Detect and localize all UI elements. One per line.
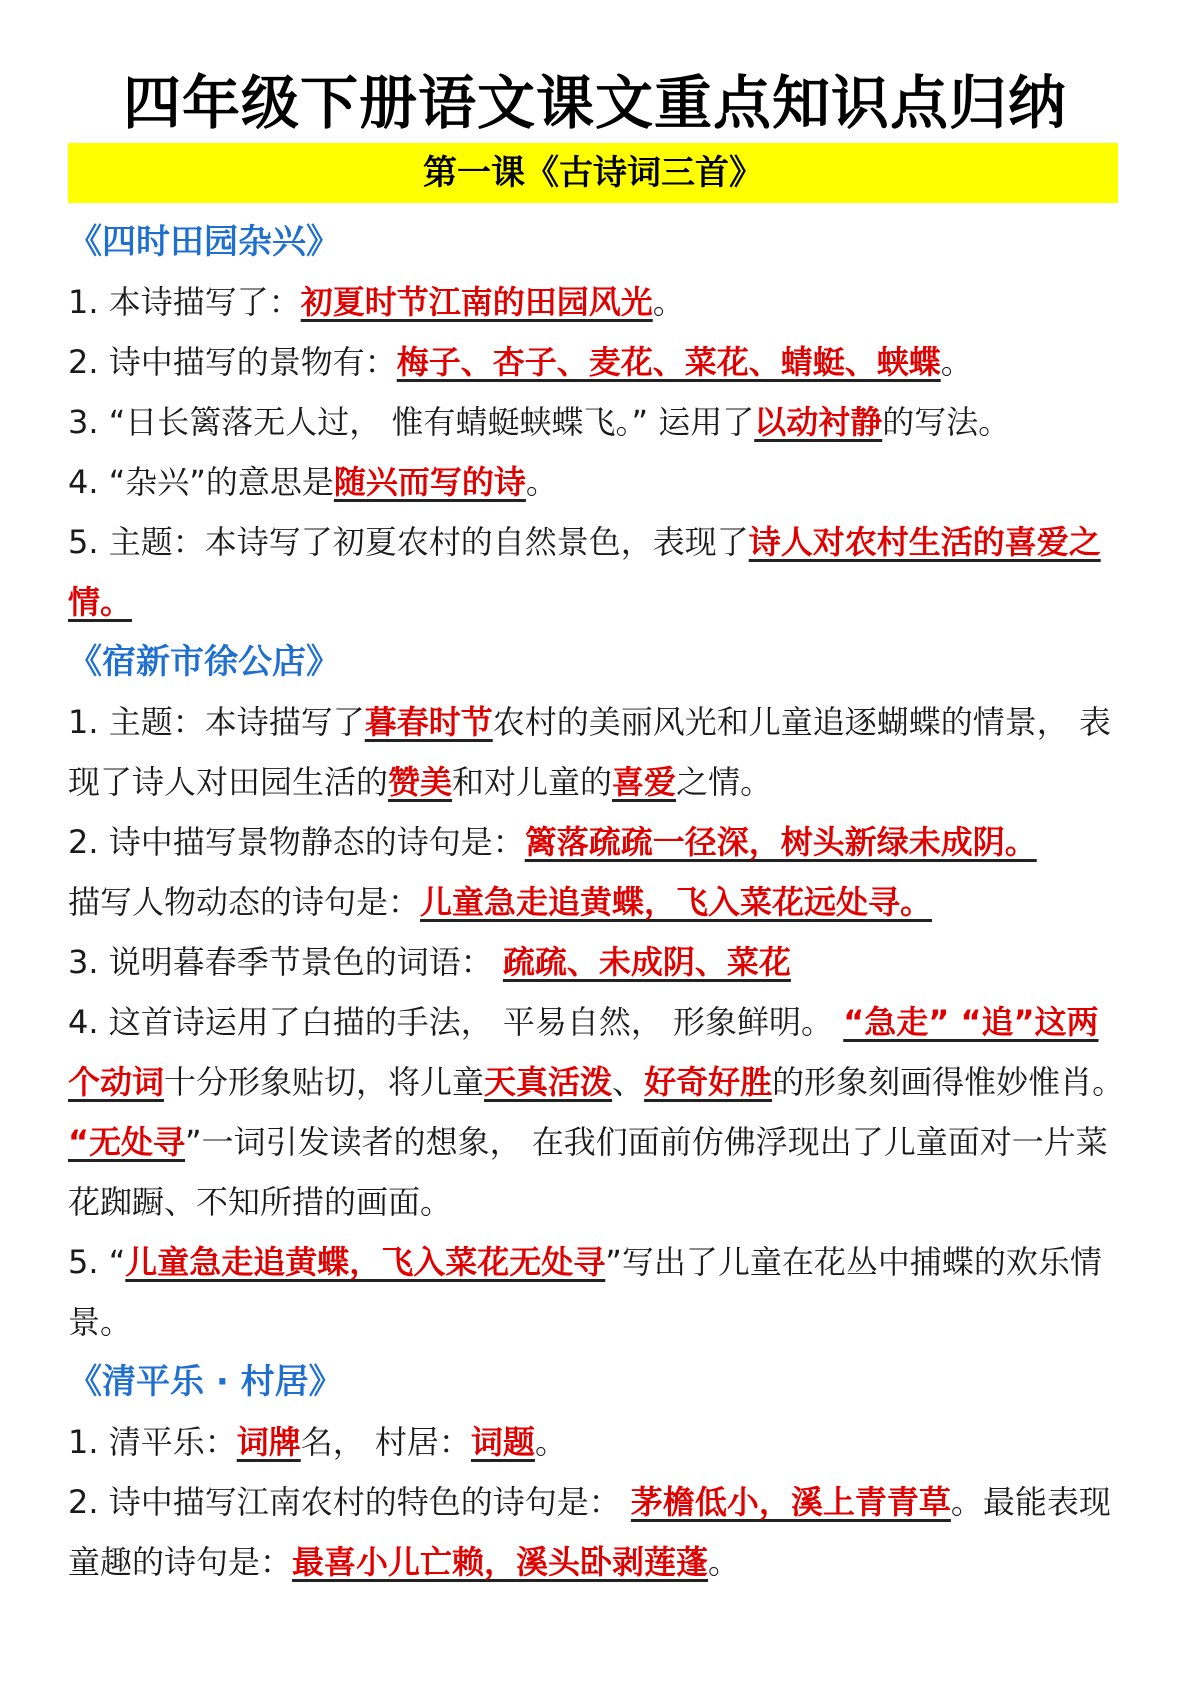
note-item [68, 1472, 1126, 1592]
note-text: 。 [534, 1423, 567, 1461]
note-text: 2. 诗中描写江南农村的特色的诗句是： [68, 1483, 631, 1521]
key-answer: 赞美 [388, 763, 453, 801]
note-text: 2. 诗中描写景物静态的诗句是： [68, 823, 525, 861]
note-text: 农村的美丽风光和儿童追逐蝴蝶的情景， 表现了诗人对田园生活的 [68, 703, 1111, 801]
section-title: 《清平乐 · 村居》 [68, 1362, 343, 1402]
page-title: 四年级下册语文课文重点知识点归纳 [122, 69, 1067, 137]
note-text: ”写出了儿童在花丛中捕蝶的欢乐情景。 [68, 1243, 1102, 1341]
note-text: 5. 主题：本诗写了初夏农村的自然景色，表现了 [68, 523, 749, 561]
key-answer: 词题 [470, 1423, 535, 1461]
key-answer: 篱落疏疏一径深，树头新绿未成阴。 [524, 823, 1037, 861]
section-title: 《宿新市徐公店》 [68, 642, 340, 682]
note-text: 3. “日长篱落无人过， 惟有蜻蜓蛱蝶飞。” 运用了 [68, 403, 755, 441]
key-answer: 词牌 [236, 1423, 301, 1461]
key-answer: 儿童急走追黄蝶，飞入菜花远处寻。 [420, 883, 933, 921]
note-text: 。 [525, 463, 558, 501]
note-text: 十分形象贴切，将儿童 [164, 1063, 485, 1101]
note-item [68, 932, 1126, 992]
note-item [68, 872, 1126, 932]
key-answer: “无处寻 [68, 1123, 186, 1161]
note-text: 3. 说明暮春季节景色的词语： [68, 943, 503, 981]
note-item [68, 1232, 1126, 1352]
key-answer: 诗人对农村生活的喜爱之情。 [68, 523, 1101, 621]
note-text: 。 [940, 343, 973, 381]
section-title: 《四时田园杂兴》 [68, 222, 340, 262]
note-item [68, 332, 1126, 392]
note-text: 的形象刻画得惟妙惟肖。 [772, 1063, 1125, 1101]
note-text: 之情。 [676, 763, 773, 801]
note-text: 1. 主题：本诗描写了 [68, 703, 365, 741]
note-item [68, 1412, 1126, 1472]
note-item [68, 512, 1126, 632]
key-answer: 喜爱 [612, 763, 677, 801]
note-text: 4. “杂兴”的意思是 [68, 463, 334, 501]
key-answer: 天真活泼 [484, 1063, 613, 1101]
note-text: 的写法。 [882, 403, 1011, 441]
key-answer: 暮春时节 [364, 703, 493, 741]
note-text: 和对儿童的 [452, 763, 613, 801]
key-answer: 疏疏、未成阴、菜花 [502, 943, 791, 981]
note-text: 、 [612, 1063, 645, 1101]
key-answer: 梅子、杏子、麦花、菜花、蜻蜓、蛱蝶 [396, 343, 941, 381]
note-text: 2. 诗中描写的景物有： [68, 343, 397, 381]
key-answer: 随兴而写的诗 [333, 463, 526, 501]
key-answer: 儿童急走追黄蝶，飞入菜花无处寻 [125, 1243, 606, 1281]
key-answer: 初夏时节江南的田园风光 [300, 283, 653, 321]
note-item [68, 272, 1126, 332]
key-answer: 最喜小儿亡赖，溪头卧剥莲蓬 [292, 1543, 709, 1581]
key-answer: “急走” “追”这两个动词 [68, 1003, 1099, 1101]
note-text: 1. 清平乐： [68, 1423, 237, 1461]
note-text: 。 [652, 283, 685, 321]
note-text: 描写人物动态的诗句是： [68, 883, 421, 921]
note-text: 4. 这首诗运用了白描的手法， 平易自然， 形象鲜明。 [68, 1003, 844, 1041]
key-answer: 茅檐低小，溪上青青草 [630, 1483, 951, 1521]
note-item [68, 392, 1126, 452]
key-answer: 以动衬静 [754, 403, 883, 441]
note-text: 1. 本诗描写了： [68, 283, 301, 321]
note-item [68, 812, 1126, 872]
note-text: 。 [708, 1543, 741, 1581]
note-text: 。最能表现童趣的诗句是： [68, 1483, 1111, 1581]
note-item [68, 452, 1126, 512]
lesson-banner: 第一课《古诗词三首》 [68, 143, 1118, 203]
note-item [68, 992, 1126, 1232]
key-answer: 好奇好胜 [644, 1063, 773, 1101]
note-text: ”一词引发读者的想象， 在我们面前仿佛浮现出了儿童面对一片菜花踟蹰、不知所措的画面。 [68, 1123, 1108, 1221]
note-item [68, 692, 1126, 812]
note-text: 5. “ [68, 1243, 126, 1281]
notes-content [68, 212, 1126, 1592]
note-text: 名， 村居： [300, 1423, 471, 1461]
